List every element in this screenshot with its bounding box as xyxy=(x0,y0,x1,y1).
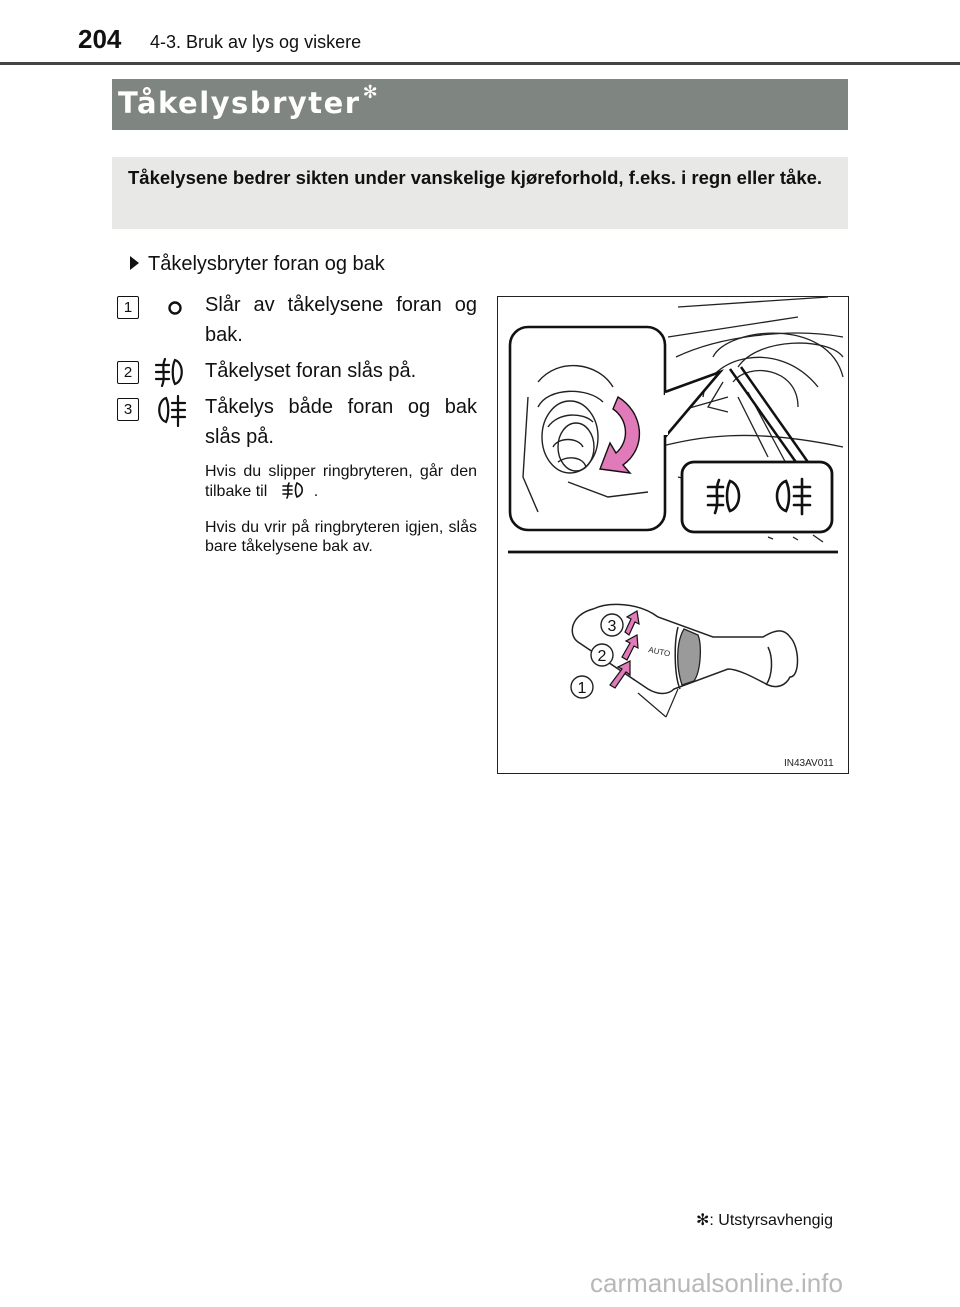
item-number-3: 3 xyxy=(117,398,139,421)
note-1-text: Hvis du slipper ringbryteren, går den tilbake til xyxy=(205,463,477,500)
callout-1: 1 xyxy=(577,680,587,697)
section-title: 4-3. Bruk av lys og viskere xyxy=(150,32,362,52)
page-heading xyxy=(118,82,380,120)
figure-code: IN43AV011 xyxy=(784,758,834,769)
footnote-text: : Utstyrsavhengig xyxy=(709,1212,833,1229)
item-number-1: 1 xyxy=(117,296,139,319)
item-2-text: Tåkelyset foran slås på. xyxy=(205,360,417,382)
figure-fog-light-switch xyxy=(497,296,849,774)
footnote xyxy=(696,1210,833,1230)
stalk-auto-label: AUTO xyxy=(647,645,672,659)
item-3-text: Tåkelys både foran og bak slås på. xyxy=(205,396,477,448)
callout-2: 2 xyxy=(597,648,607,665)
front-fog-light-icon xyxy=(280,481,308,499)
watermark: carmanualsonline.info xyxy=(590,1268,843,1298)
callout-3: 3 xyxy=(607,618,617,635)
subheading xyxy=(130,253,385,276)
optional-equipment-star-icon: ✻ xyxy=(362,82,380,103)
note-2: Hvis du vrir på ringbryteren igjen, slås bare tåkelysene bak av. xyxy=(205,519,477,555)
switch-illustration xyxy=(498,297,848,773)
heading-title: Tåkelysbryter xyxy=(118,86,361,120)
footnote-star-icon: ✻ xyxy=(695,1212,710,1229)
triangle-bullet-icon xyxy=(130,256,139,270)
front-fog-light-icon xyxy=(153,356,189,388)
item-number-2: 2 xyxy=(117,361,139,384)
note-1-period: . xyxy=(313,483,319,500)
note-1 xyxy=(205,462,477,501)
header-rule xyxy=(0,62,960,65)
subheading-text: Tåkelysbryter foran og bak xyxy=(148,253,385,275)
item-1-text: Slår av tåkelysene foran og bak. xyxy=(205,294,477,346)
off-circle-icon xyxy=(164,297,186,319)
page-number: 204 xyxy=(78,24,122,54)
intro-text: Tåkelysene bedrer sikten under vanskelige kjøreforhold, f.eks. i regn eller tåke. xyxy=(128,167,823,188)
rear-fog-light-icon xyxy=(153,392,189,430)
